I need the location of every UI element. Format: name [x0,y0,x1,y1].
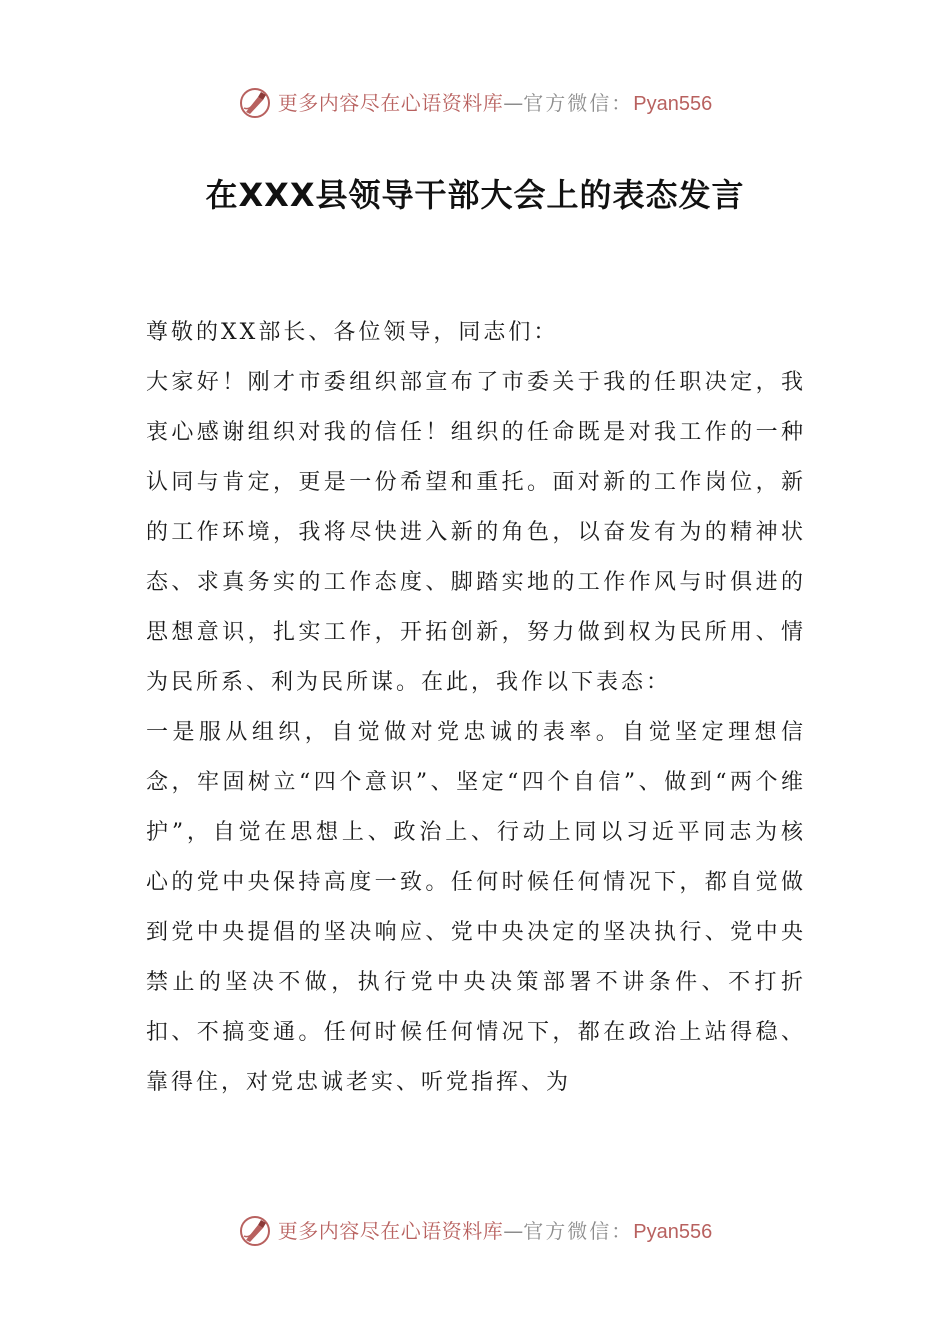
paragraph: 一是服从组织，自觉做对党忠诚的表率。自觉坚定理想信念，牢固树立“四个意识”、坚定“四个自信”、做到“两个维护”，自觉在思想上、政治上、行动上同以习近平同志为核心的党中央保持高度一致。任何时候任何情况下，都自觉做到党中央提倡的坚决响应、党中央决定的坚决执行、党中央禁止的坚决不做，执行党中央决策部署不讲条件、不打折扣、不搞变通。任何时候任何情况下，都在政治上站得稳、靠得住，对党忠诚老实、听党指挥、为 [146,720,806,1095]
banner-brand: 更多内容尽在心语资料库 [277,90,504,115]
header-banner [0,83,950,123]
salutation: 尊敬的XX部长、各位领导，同志们： [146,320,559,345]
banner-dash: — [503,90,524,115]
banner-text [277,1218,713,1243]
document-title: 在XXX县领导干部大会上的表态发言 [205,176,745,214]
banner-wechat-label: 官方微信： [523,1218,634,1243]
banner-wechat-id: Pyan556 [633,92,713,115]
document-body [146,308,806,1108]
banner-brand: 更多内容尽在心语资料库 [277,1218,504,1243]
paragraph: 大家好！刚才市委组织部宣布了市委关于我的任职决定，我衷心感谢组织对我的信任！组织的任命既是对我工作的一种认同与肯定，更是一份希望和重托。面对新的工作岗位，新的工作环境，我将尽快进入新的角色，以奋发有为的精神状态、求真务实的工作态度、脚踏实地的工作作风与时俱进的思想意识，扎实工作，开拓创新，努力做到权为民所用、情为民所系、利为民所谋。在此，我作以下表态： [146,370,806,695]
pen-nib-circle-icon [238,86,272,120]
banner-text [277,90,713,115]
banner-wechat-label: 官方微信： [523,90,634,115]
footer-banner [0,1211,950,1251]
banner-dash: — [503,1218,524,1243]
banner-wechat-id: Pyan556 [633,1220,713,1243]
pen-nib-circle-icon [238,1214,272,1248]
